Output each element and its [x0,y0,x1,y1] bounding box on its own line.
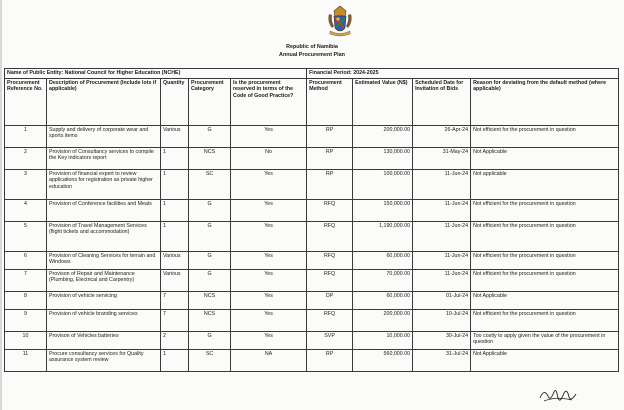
date-cell: 11-Jun-24 [413,221,471,251]
date-cell: 01-Jul-24 [413,291,471,309]
date-cell: 11-Jun-24 [413,251,471,269]
description-cell: Provision of Consultancy services to compile the Key indicators report [47,147,161,169]
method-cell: RFQ [307,199,353,221]
value-cell: 1,190,000.00 [353,221,413,251]
quantity-cell: 1 [161,147,189,169]
ref-no-cell: 1 [5,125,47,147]
ref-no-cell: 5 [5,221,47,251]
reason-cell: Not efficient for the procurement in question [471,125,619,147]
table-row [5,331,619,349]
column-header: Is the procurement reserved in terms of the Code of Good Practice? [231,78,307,125]
entity-row [5,69,619,79]
reason-cell: Not Applicable [471,291,619,309]
method-cell: RFQ [307,221,353,251]
entity-name: Name of Public Entity: National Council for Higher Education (NCHE) [5,69,307,79]
table-row [5,309,619,331]
reserved-cell: Yes [231,309,307,331]
ref-no-cell: 7 [5,269,47,291]
method-cell: RFQ [307,251,353,269]
value-cell: 150,000.00 [353,199,413,221]
value-cell: 100,000.00 [353,169,413,199]
column-header: Scheduled Date for Invitation of Bids [413,78,471,125]
column-header: Description of Procurement (Include lots if applicable) [47,78,161,125]
value-cell: 200,000.00 [353,309,413,331]
method-cell: RP [307,169,353,199]
method-cell: RP [307,125,353,147]
method-cell: SVP [307,331,353,349]
value-cell: 70,000.00 [353,269,413,291]
namibia-coat-of-arms-icon [326,4,354,38]
description-cell: Provison of Repair and Maintenance (Plumbing, Electrical and Carpentry) [47,269,161,291]
description-cell: Provision of vehicle branding services [47,309,161,331]
column-header: Procurement Category [189,78,231,125]
quantity-cell: 1 [161,349,189,371]
category-cell: G [189,221,231,251]
scan-edge [0,0,2,410]
reason-cell: Not Applicable [471,349,619,371]
column-header: Estimated Value (N$) [353,78,413,125]
reserved-cell: Yes [231,291,307,309]
reserved-cell: Yes [231,221,307,251]
reason-cell: Not efficient for the procurement in question [471,199,619,221]
value-cell: 130,000.00 [353,147,413,169]
description-cell: Provision of vehicle servicing [47,291,161,309]
reserved-cell: Yes [231,269,307,291]
method-cell: RP [307,349,353,371]
category-cell: NCS [189,291,231,309]
table-row [5,269,619,291]
category-cell: G [189,125,231,147]
table-row [5,169,619,199]
quantity-cell: 1 [161,169,189,199]
description-cell: Supply and delivery of corporate wear and sports items [47,125,161,147]
procurement-table [4,68,619,372]
column-header: Reason for deviating from the default method (where applicable) [471,78,619,125]
reason-cell: Not applicable [471,169,619,199]
column-header: Quantity [161,78,189,125]
category-cell: G [189,331,231,349]
category-cell: NCS [189,147,231,169]
date-cell: 26-Apr-24 [413,125,471,147]
date-cell: 11-Jun-24 [413,169,471,199]
table-body [5,125,619,371]
date-cell: 30-Jul-24 [413,331,471,349]
description-cell: Provison of Vehicles batteries [47,331,161,349]
reason-cell: Not efficient for the procurement in question [471,309,619,331]
ref-no-cell: 10 [5,331,47,349]
reason-cell: Not efficient for the procurement in question [471,221,619,251]
date-cell: 11-Jun-24 [413,269,471,291]
reason-cell: Too costly to apply given the value of the procurement in question [471,331,619,349]
table-row [5,125,619,147]
reason-cell: Not efficient for the procurement in question [471,269,619,291]
financial-period: Financial Period: 2024-2025 [307,69,619,79]
method-cell: RFQ [307,309,353,331]
handwritten-signature [536,384,580,406]
quantity-cell: Various [161,251,189,269]
method-cell: RP [307,147,353,169]
description-cell: Provision of financial expert to review applications for registration as private higher education [47,169,161,199]
reserved-cell: NA [231,349,307,371]
reserved-cell: No [231,147,307,169]
quantity-cell: 2 [161,331,189,349]
ref-no-cell: 11 [5,349,47,371]
description-cell: Provision of Travel Management Services (flight tickets and accommodation) [47,221,161,251]
value-cell: 10,000.00 [353,331,413,349]
quantity-cell: 7 [161,291,189,309]
value-cell: 60,000.00 [353,291,413,309]
ref-no-cell: 6 [5,251,47,269]
ref-no-cell: 8 [5,291,47,309]
quantity-cell: 1 [161,221,189,251]
reason-cell: Not efficient for the procurement in question [471,251,619,269]
reserved-cell: Yes [231,251,307,269]
table-row [5,251,619,269]
table-row [5,221,619,251]
reserved-cell: Yes [231,169,307,199]
category-cell: SC [189,169,231,199]
date-cell: 31-Jul-24 [413,349,471,371]
column-header: Procurement Method [307,78,353,125]
quantity-cell: Various [161,125,189,147]
description-cell: Provision of Cleaning Services for terrain and Windows [47,251,161,269]
table-row [5,349,619,371]
description-cell: Procure consultancy services for Quality assurance system review [47,349,161,371]
reserved-cell: Yes [231,125,307,147]
quantity-cell: Various [161,269,189,291]
reason-cell: Not Applicable [471,147,619,169]
table-row [5,291,619,309]
column-header: Procurement Reference No. [5,78,47,125]
value-cell: 200,000.00 [353,125,413,147]
ref-no-cell: 4 [5,199,47,221]
ref-no-cell: 2 [5,147,47,169]
ref-no-cell: 9 [5,309,47,331]
category-cell: G [189,269,231,291]
table-row [5,147,619,169]
date-cell: 11-Jun-24 [413,199,471,221]
description-cell: Provision of Conference facilities and Meals [47,199,161,221]
table-header-row [5,78,619,125]
category-cell: NCS [189,309,231,331]
quantity-cell: 1 [161,199,189,221]
value-cell: 560,000.00 [353,349,413,371]
quantity-cell: 7 [161,309,189,331]
date-cell: 10-Jul-24 [413,309,471,331]
header-country: Republic of Namibia [286,44,338,50]
category-cell: G [189,251,231,269]
reserved-cell: Yes [231,331,307,349]
ref-no-cell: 3 [5,169,47,199]
method-cell: DP [307,291,353,309]
category-cell: SC [189,349,231,371]
header-title: Annual Procurement Plan [279,52,345,58]
value-cell: 60,000.00 [353,251,413,269]
method-cell: RFQ [307,269,353,291]
date-cell: 31-May-24 [413,147,471,169]
table-row [5,199,619,221]
category-cell: G [189,199,231,221]
reserved-cell: Yes [231,199,307,221]
